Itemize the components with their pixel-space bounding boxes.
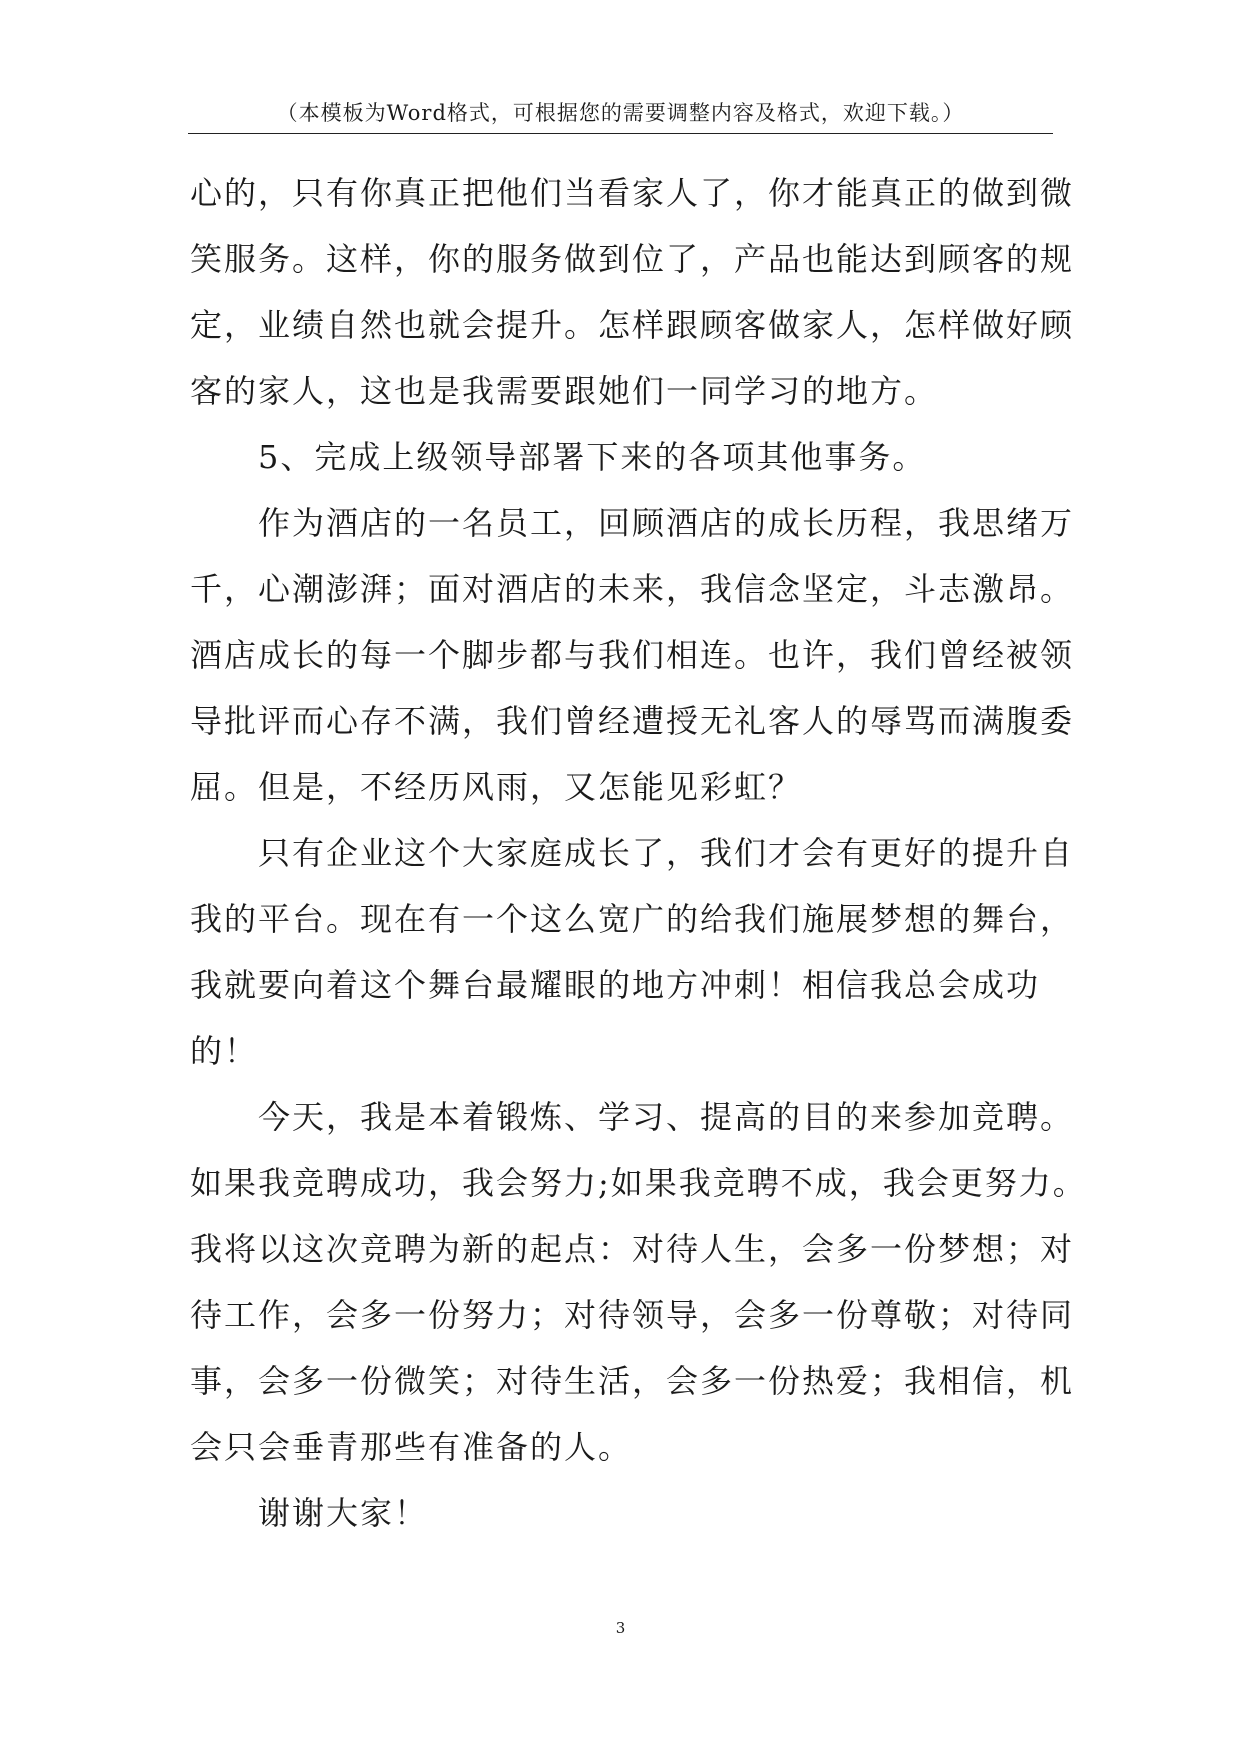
page-number: 3 <box>615 1619 626 1637</box>
text-line: 笑服务。这样，你的服务做到位了，产品也能达到顾客的规 <box>190 240 1075 278</box>
text-line: 千，心潮澎湃；面对酒店的未来，我信念坚定，斗志激昂。 <box>190 570 1075 608</box>
text-line: 客的家人，这也是我需要跟她们一同学习的地方。 <box>190 372 939 410</box>
text-line: 酒店成长的每一个脚步都与我们相连。也许，我们曾经被领 <box>190 636 1075 674</box>
text-line: 屈。但是，不经历风雨，又怎能见彩虹？ <box>190 768 803 806</box>
text-line: 5、完成上级领导部署下来的各项其他事务。 <box>258 438 927 476</box>
text-line: 只有企业这个大家庭成长了，我们才会有更好的提升自 <box>258 834 1075 872</box>
body-text <box>190 160 1087 1546</box>
text-line: 我的平台。现在有一个这么宽广的给我们施展梦想的舞台， <box>190 900 1075 938</box>
header-divider <box>188 133 1053 134</box>
text-line: 作为酒店的一名员工，回顾酒店的成长历程，我思绪万 <box>258 504 1075 542</box>
text-line: 导批评而心存不满，我们曾经遭授无礼客人的辱骂而满腹委 <box>190 702 1075 740</box>
text-line: 事，会多一份微笑；对待生活，会多一份热爱；我相信，机 <box>190 1362 1075 1400</box>
text-line: 我就要向着这个舞台最耀眼的地方冲刺！相信我总会成功 <box>190 966 1041 1004</box>
text-line: 心的，只有你真正把他们当看家人了，你才能真正的做到微 <box>190 174 1075 212</box>
text-line: 如果我竞聘成功，我会努力;如果我竞聘不成，我会更努力。 <box>190 1164 1087 1202</box>
text-line: 我将以这次竞聘为新的起点：对待人生，会多一份梦想；对 <box>190 1230 1075 1268</box>
text-line: 定，业绩自然也就会提升。怎样跟顾客做家人，怎样做好顾 <box>190 306 1075 344</box>
text-line: 谢谢大家！ <box>258 1494 429 1532</box>
text-line: 今天，我是本着锻炼、学习、提高的目的来参加竞聘。 <box>258 1098 1075 1136</box>
text-line: 待工作，会多一份努力；对待领导，会多一份尊敬；对待同 <box>190 1296 1075 1334</box>
text-line: 的！ <box>190 1032 259 1070</box>
header-note: （本模板为Word格式，可根据您的需要调整内容及格式，欢迎下载。） <box>276 101 965 125</box>
text-line: 会只会垂青那些有准备的人。 <box>190 1428 633 1466</box>
